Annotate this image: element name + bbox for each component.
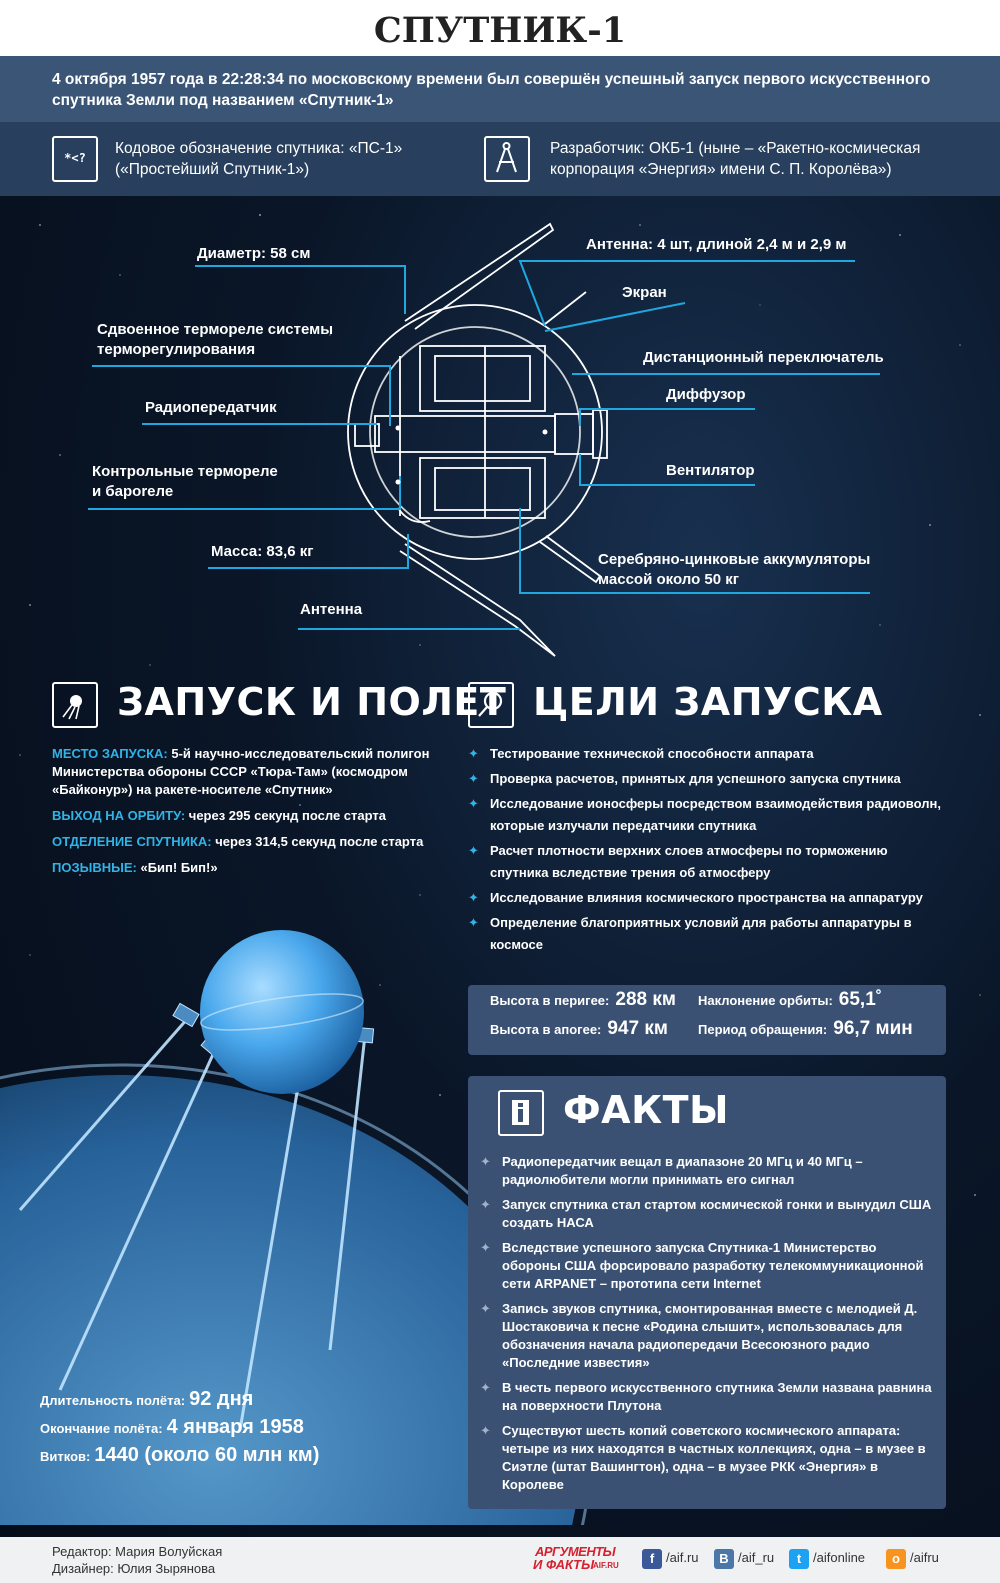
fact-item: [478, 1153, 938, 1189]
label-control-relay-line-1: Контрольные термореле: [92, 463, 278, 480]
flight-orbits: [40, 1441, 440, 1469]
fact-text: Вследствие успешного запуска Спутника-1 Министерство обороны США форсировало разработку телекоммуникационной сети ARPANET – прототипа сети Internet: [502, 1240, 924, 1291]
goal-item: [468, 912, 948, 956]
facebook-icon: f: [642, 1549, 662, 1569]
satellite-icon-glyph: [54, 684, 95, 725]
fact-text: Существуют шесть копий советского космического аппарата: четыре из них находятся в частных коллекциях, одна – в музее в Сиэтле (штат Вашингтон), одна – в музее РКК «Энергия» в Королеве: [502, 1423, 926, 1492]
twitter-handle: /aifonline: [813, 1550, 866, 1565]
vk-icon: В: [714, 1549, 734, 1569]
inclination-value: 65,1˚: [838, 989, 883, 1010]
footer: [0, 1537, 1000, 1583]
flight-duration: [40, 1385, 440, 1413]
label-thermo-relay: [97, 320, 333, 360]
flight-end: [40, 1413, 440, 1441]
star-bullet-icon: ✦: [480, 1380, 491, 1395]
goals-section-title: ЦЕЛИ ЗАПУСКА: [533, 680, 883, 724]
goals-list: [468, 743, 948, 959]
callsign: [52, 859, 442, 877]
sputnik-illustration: [0, 920, 460, 1440]
flight-end-label: Окончание полёта:: [40, 1421, 163, 1436]
label-batteries: [598, 550, 870, 590]
label-control-relay: [92, 462, 278, 502]
goal-text: Исследование ионосферы посредством взаимодействия радиоволн, которые излучали передатчики спутника: [490, 796, 941, 833]
designer-credit: Дизайнер: Юлия Зырянова: [52, 1561, 216, 1576]
launch-site-key: МЕСТО ЗАПУСКА:: [52, 746, 168, 761]
fact-item: [478, 1239, 938, 1293]
fact-text: Запись звуков спутника, смонтированная вместе с мелодией Д. Шостаковича к песне «Родина слышит», использовалась для обозначения начала радиопередачи Всесоюзного радио «Последние известия»: [502, 1301, 918, 1370]
flight-end-value: 4 января 1958: [166, 1416, 304, 1438]
star-bullet-icon: ✦: [468, 746, 479, 761]
twitter-link[interactable]: [789, 1547, 865, 1571]
flight-duration-value: 92 дня: [189, 1388, 254, 1410]
label-antenna: Антенна: [300, 601, 363, 618]
goal-item: [468, 793, 948, 837]
aif-logo[interactable]: [533, 1542, 635, 1578]
perigee-stat: [490, 989, 676, 1011]
launch-site-value: 5-й научно-исследовательский полигон Министерства обороны СССР «Тюра-Там» (космодром «Байконур») на ракете-носителе «Спутник»: [52, 746, 430, 797]
code-icon-glyph: *<?: [64, 151, 86, 165]
facebook-link[interactable]: [642, 1547, 699, 1571]
label-radio-transmitter: Радиопередатчик: [145, 399, 277, 416]
goal-item: [468, 887, 948, 909]
page-title: СПУТНИК-1: [0, 0, 1000, 56]
code-icon: [52, 136, 98, 182]
satellite-diagram: [0, 196, 1000, 676]
developer-line-1: Разработчик: ОКБ-1 (ныне – «Ракетно-космическая: [550, 140, 921, 157]
facts-panel: [468, 1076, 946, 1509]
label-remote-switch: Дистанционный переключатель: [643, 349, 884, 366]
star-bullet-icon: ✦: [468, 915, 479, 930]
logo-line-1: АРГУМЕНТЫ: [535, 1544, 616, 1559]
label-screen: Экран: [622, 284, 667, 301]
designation-line-2: («Простейший Спутник-1»): [115, 161, 310, 178]
label-thermo-relay-line-2: терморегулирования: [97, 341, 256, 358]
star-bullet-icon: ✦: [468, 771, 479, 786]
fact-item: [478, 1422, 938, 1494]
fact-item: [478, 1196, 938, 1232]
period-value: 96,7 мин: [833, 1018, 913, 1039]
launch-section-title: ЗАПУСК И ПОЛЕТ: [117, 680, 507, 724]
orbit-entry-value: через 295 секунд после старта: [188, 808, 386, 823]
separation-key: ОТДЕЛЕНИЕ СПУТНИКА:: [52, 834, 212, 849]
label-mass: Масса: 83,6 кг: [211, 543, 314, 560]
inclination-stat: [698, 989, 882, 1011]
developer-text: [550, 138, 920, 180]
star-bullet-icon: ✦: [468, 890, 479, 905]
star-bullet-icon: ✦: [468, 796, 479, 811]
star-bullet-icon: ✦: [480, 1240, 491, 1255]
designation-text: [115, 138, 402, 180]
orbit-entry: [52, 807, 442, 825]
label-diameter: Диаметр: 58 см: [197, 245, 311, 262]
magnifier-icon: [468, 682, 514, 728]
goal-text: Тестирование технической способности аппарата: [490, 746, 814, 761]
perigee-value: 288 км: [615, 989, 676, 1010]
goal-item: [468, 840, 948, 884]
star-bullet-icon: ✦: [468, 843, 479, 858]
fact-item: [478, 1300, 938, 1372]
apogee-value: 947 км: [607, 1018, 668, 1039]
facts-list: [478, 1153, 938, 1501]
orbit-entry-key: ВЫХОД НА ОРБИТУ:: [52, 808, 186, 823]
goal-text: Определение благоприятных условий для работы аппаратуры в космосе: [490, 915, 912, 952]
ok-handle: /aifru: [910, 1550, 939, 1565]
goal-item: [468, 768, 948, 790]
vk-link[interactable]: [714, 1547, 774, 1571]
label-antenna-count: Антенна: 4 шт, длиной 2,4 м и 2,9 м: [586, 236, 847, 253]
label-thermo-relay-line-1: Сдвоенное термореле системы: [97, 321, 334, 338]
separation: [52, 833, 442, 851]
credits: [52, 1543, 222, 1577]
satellite-icon: [52, 682, 98, 728]
fact-text: Запуск спутника стал стартом космической гонки и вынудил США создать НАСА: [502, 1197, 932, 1230]
star-bullet-icon: ✦: [480, 1423, 491, 1438]
callsign-value: «Бип! Бип!»: [140, 860, 218, 875]
magnifier-icon-glyph: [470, 684, 511, 725]
callsign-key: ПОЗЫВНЫЕ:: [52, 860, 137, 875]
orbit-stats-panel: [468, 985, 946, 1055]
twitter-icon: t: [789, 1549, 809, 1569]
facts-section-title: ФАКТЫ: [563, 1088, 729, 1132]
label-batteries-line-1: Серебряно-цинковые аккумуляторы: [598, 551, 871, 568]
launch-info: [52, 745, 442, 885]
goal-text: Проверка расчетов, принятых для успешного запуска спутника: [490, 771, 901, 786]
info-icon: [498, 1090, 544, 1136]
flight-duration-label: Длительность полёта:: [40, 1393, 186, 1408]
compass-icon-glyph: [486, 138, 527, 179]
fact-item: [478, 1379, 938, 1415]
separation-value: через 314,5 секунд после старта: [215, 834, 424, 849]
label-diffuser: Диффузор: [666, 386, 746, 403]
label-fan: Вентилятор: [666, 462, 755, 479]
apogee-stat: [490, 1018, 668, 1040]
star-bullet-icon: ✦: [480, 1154, 491, 1169]
label-batteries-line-2: массой около 50 кг: [598, 571, 740, 588]
star-bullet-icon: ✦: [480, 1301, 491, 1316]
launch-site: [52, 745, 442, 799]
period-label: Период обращения:: [698, 1022, 828, 1037]
flight-stats: [40, 1385, 440, 1469]
apogee-label: Высота в апогее:: [490, 1022, 602, 1037]
codes-band: [0, 122, 1000, 196]
satellite-schematic: [0, 196, 1000, 676]
fact-text: В честь первого искусственного спутника Земли названа равнина на поверхности Плутона: [502, 1380, 932, 1413]
goal-item: [468, 743, 948, 765]
ok-icon: о: [886, 1549, 906, 1569]
label-control-relay-line-2: и бароreле: [92, 483, 174, 500]
logo-line-2: И ФАКТЫ: [533, 1557, 595, 1572]
star-bullet-icon: ✦: [480, 1197, 491, 1212]
vk-handle: /aif_ru: [738, 1550, 775, 1565]
perigee-label: Высота в перигее:: [490, 993, 610, 1008]
editor-credit: Редактор: Мария Волуйская: [52, 1544, 223, 1559]
goal-text: Расчет плотности верхних слоев атмосферы по торможению спутника вследствие трения об атмосферу: [490, 843, 888, 880]
designation-line-1: Кодовое обозначение спутника: «ПС-1»: [115, 140, 403, 157]
developer-line-2: корпорация «Энергия» имени С. П. Королёва»): [550, 161, 892, 178]
info-icon-glyph: [500, 1092, 541, 1133]
ok-link[interactable]: [886, 1547, 939, 1571]
facebook-handle: /aif.ru: [666, 1550, 699, 1565]
fact-text: Радиопередатчик вещал в диапазоне 20 МГц и 40 МГц – радиолюбители могли принимать его сигнал: [502, 1154, 863, 1187]
flight-orbits-label: Витков:: [40, 1449, 91, 1464]
period-stat: [698, 1018, 913, 1040]
flight-orbits-value: 1440 (около 60 млн км): [94, 1444, 320, 1466]
inclination-label: Наклонение орбиты:: [698, 993, 833, 1008]
logo-line-3: AIF.RU: [593, 1561, 619, 1570]
compass-icon: [484, 136, 530, 182]
intro-text: 4 октября 1957 года в 22:28:34 по московскому времени был совершён успешный запуск первого искусственного спутника Земли под названием «Спутник-1»: [0, 56, 1000, 122]
goal-text: Исследование влияния космического пространства на аппаратуру: [490, 890, 923, 905]
